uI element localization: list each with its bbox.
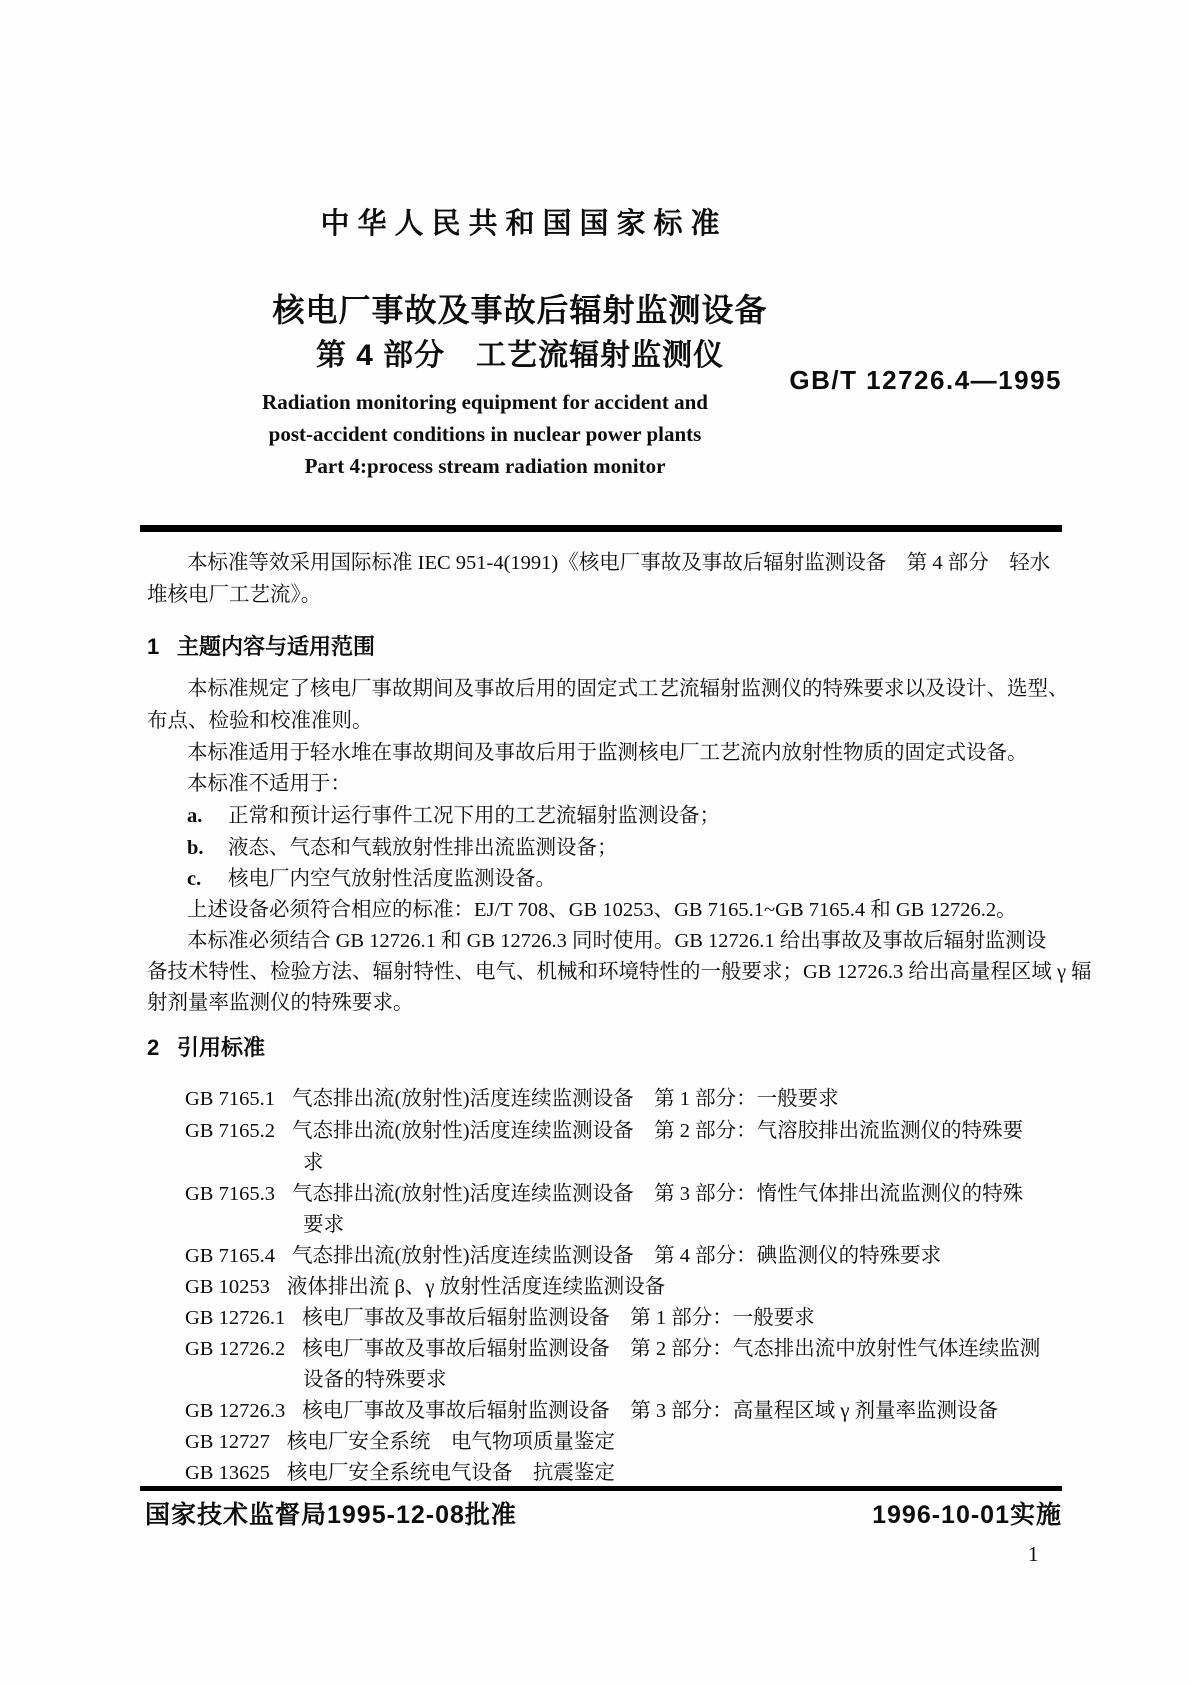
reference-label: GB 7165.3: [185, 1183, 275, 1205]
s1-p5-line1: 本标准必须结合 GB 12726.1 和 GB 12726.3 同时使用。GB 12726.1 给出事故及事故后辐射监测设: [187, 930, 1047, 952]
reference-label: GB 12726.1: [185, 1307, 286, 1329]
reference-text: 核电厂事故及事故后辐射监测设备 第 1 部分：一般要求: [302, 1307, 815, 1329]
doc-title-en-line2: post-accident conditions in nuclear power plants: [268, 422, 702, 446]
list-text-a: 正常和预计运行事件工况下用的工艺流辐射监测设备；: [228, 805, 720, 827]
reference-row: [185, 1182, 1023, 1206]
section1-heading: [147, 630, 375, 661]
reference-row: [185, 1306, 815, 1330]
reference-text: 气态排出流(放射性)活度连续监测设备 第 3 部分：惰性气体排出流监测仪的特殊: [291, 1183, 1024, 1205]
reference-label: GB 12726.3: [185, 1400, 286, 1422]
intro-line1: 本标准等效采用国际标准 IEC 951-4(1991)《核电厂事故及事故后辐射监测设备 第 4 部分 轻水: [187, 552, 1051, 574]
reference-continuation: 设备的特殊要求: [303, 1369, 447, 1391]
s1-list-item-a: [187, 804, 720, 828]
section1-title: 主题内容与适用范围: [177, 634, 376, 659]
intro-line2: 堆核电厂工艺流》。: [147, 584, 322, 606]
header-rule: [140, 525, 1062, 532]
national-standard-label: 中华人民共和国国家标准: [320, 208, 728, 240]
reference-text: 气态排出流(放射性)活度连续监测设备 第 4 部分：碘监测仪的特殊要求: [291, 1245, 942, 1267]
reference-label: GB 7165.4: [185, 1245, 275, 1267]
reference-text: 核电厂安全系统 电气物项质量鉴定: [286, 1431, 615, 1453]
doc-title-en-line3: Part 4:process stream radiation monitor: [304, 454, 666, 478]
section1-number: 1: [147, 634, 160, 659]
reference-label: GB 10253: [185, 1276, 270, 1298]
list-text-b: 液态、气态和气载放射性排出流监测设备；: [228, 837, 618, 859]
reference-label: GB 13625: [185, 1462, 270, 1484]
s1-list-item-b: [187, 836, 618, 860]
reference-continuation: 求: [303, 1152, 324, 1174]
reference-text: 液体排出流 β、γ 放射性活度连续监测设备: [286, 1276, 666, 1298]
s1-p1-line1: 本标准规定了核电厂事故期间及事故后用的固定式工艺流辐射监测仪的特殊要求以及设计、选型、: [187, 678, 1069, 700]
section2-heading: [147, 1031, 265, 1062]
reference-row: [185, 1275, 665, 1299]
list-marker-a: a.: [187, 805, 203, 827]
reference-label: GB 7165.1: [185, 1088, 275, 1110]
reference-row: [185, 1399, 998, 1423]
list-text-c: 核电厂内空气放射性活度监测设备。: [228, 868, 556, 890]
doc-title-line2: 第 4 部分 工艺流辐射监测仪: [315, 339, 725, 372]
s1-p3: 本标准不适用于：: [187, 773, 351, 795]
reference-row: [185, 1461, 615, 1485]
reference-row: [185, 1430, 615, 1454]
reference-label: GB 12726.2: [185, 1338, 286, 1360]
reference-text: 气态排出流(放射性)活度连续监测设备 第 2 部分：气溶胶排出流监测仪的特殊要: [291, 1120, 1024, 1142]
implementation-text: 1996-10-01实施: [872, 1501, 1062, 1529]
list-marker-b: b.: [187, 837, 204, 859]
s1-p5-line2: 备技术特性、检验方法、辐射特性、电气、机械和环境特性的一般要求；GB 12726.3 给出高量程区域 γ 辐: [147, 961, 1092, 983]
reference-text: 气态排出流(放射性)活度连续监测设备 第 1 部分：一般要求: [291, 1088, 839, 1110]
reference-text: 核电厂事故及事故后辐射监测设备 第 2 部分：气态排出流中放射性气体连续监测: [302, 1338, 1041, 1360]
footer-rule: [140, 1486, 1062, 1491]
section2-title: 引用标准: [177, 1035, 266, 1060]
section2-number: 2: [147, 1035, 160, 1060]
reference-text: 核电厂事故及事故后辐射监测设备 第 3 部分：高量程区域 γ 剂量率监测设备: [302, 1400, 999, 1422]
standard-number: GB/T 12726.4—1995: [789, 365, 1062, 395]
reference-text: 核电厂安全系统电气设备 抗震鉴定: [286, 1462, 615, 1484]
doc-title-line1: 核电厂事故及事故后辐射监测设备: [272, 292, 768, 328]
reference-row: [185, 1119, 1023, 1143]
s1-p5-line3: 射剂量率监测仪的特殊要求。: [147, 992, 414, 1014]
doc-title-en-line1: Radiation monitoring equipment for accident and: [262, 390, 708, 414]
reference-row: [185, 1244, 941, 1268]
reference-label: GB 7165.2: [185, 1120, 275, 1142]
reference-continuation: 要求: [303, 1214, 344, 1236]
reference-row: [185, 1337, 1040, 1361]
s1-list-item-c: [187, 867, 556, 891]
s1-p1-line2: 布点、检验和校准准则。: [147, 710, 373, 732]
approval-text: 国家技术监督局1995-12-08批准: [145, 1501, 517, 1529]
reference-row: [185, 1087, 839, 1111]
s1-p2: 本标准适用于轻水堆在事故期间及事故后用于监测核电厂工艺流内放射性物质的固定式设备。: [187, 742, 1028, 764]
s1-p4: 上述设备必须符合相应的标准：EJ/T 708、GB 10253、GB 7165.1~GB 7165.4 和 GB 12726.2。: [187, 899, 1017, 921]
page-number: 1: [1028, 1542, 1039, 1566]
list-marker-c: c.: [187, 868, 202, 890]
reference-label: GB 12727: [185, 1431, 270, 1453]
